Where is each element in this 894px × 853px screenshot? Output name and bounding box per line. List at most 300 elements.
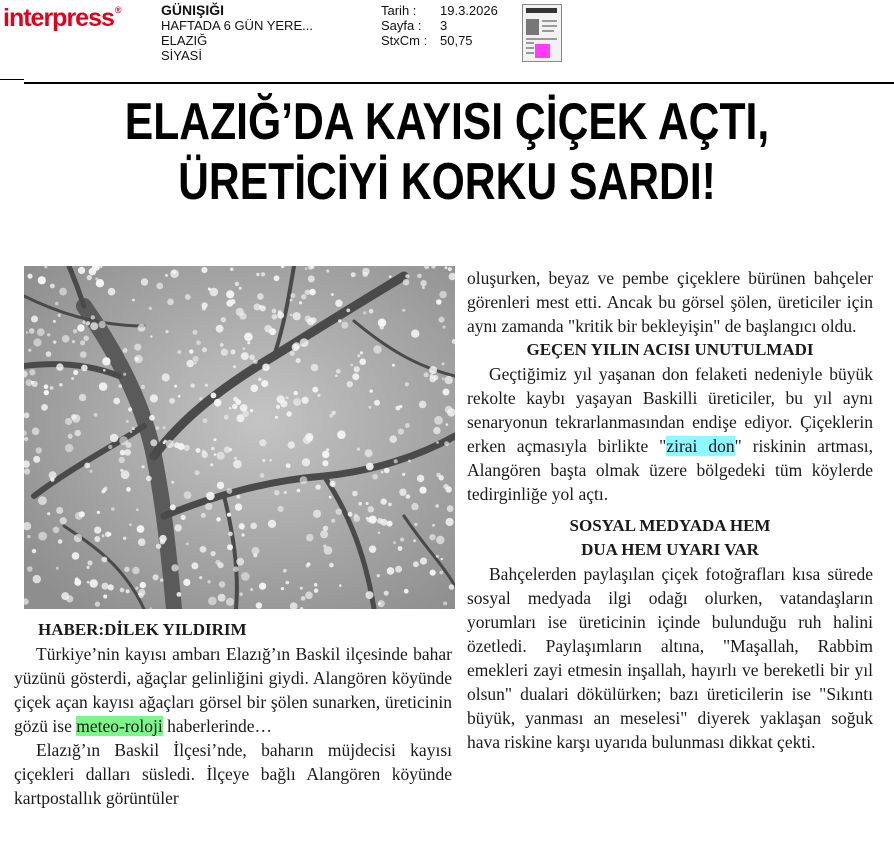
blossom bbox=[331, 519, 335, 523]
blossom bbox=[405, 382, 409, 386]
blossom bbox=[195, 470, 200, 475]
blossom bbox=[72, 340, 75, 343]
blossom bbox=[215, 560, 220, 565]
blossom bbox=[399, 489, 406, 496]
blossom bbox=[250, 523, 257, 530]
blossom bbox=[366, 591, 374, 599]
blossom bbox=[214, 453, 217, 456]
blossom bbox=[141, 278, 148, 285]
blossom bbox=[400, 537, 404, 541]
blossom bbox=[153, 574, 159, 580]
paragraph-intro bbox=[14, 642, 452, 738]
blossom bbox=[293, 312, 301, 320]
blossom bbox=[41, 404, 48, 411]
blossom bbox=[251, 385, 259, 393]
blossom bbox=[159, 535, 167, 543]
blossom bbox=[102, 557, 108, 563]
blossom bbox=[56, 363, 63, 370]
blossom bbox=[402, 473, 405, 476]
blossom bbox=[50, 478, 54, 482]
blossom bbox=[29, 369, 35, 375]
blossom bbox=[202, 450, 206, 454]
blossom bbox=[78, 267, 85, 274]
blossom bbox=[446, 423, 449, 426]
blossom bbox=[322, 460, 328, 466]
blossom bbox=[239, 313, 246, 320]
paragraph-4-end: " riskinin artması, Alangören başta olmak üzere bölgedeki tüm köylerde tedirginliğe yol açtı. bbox=[467, 436, 873, 504]
blossom bbox=[256, 602, 262, 608]
blossom bbox=[24, 437, 28, 441]
blossom bbox=[436, 555, 439, 558]
blossom bbox=[381, 471, 384, 474]
blossom bbox=[429, 534, 435, 540]
blossom bbox=[313, 510, 321, 518]
blossom bbox=[259, 439, 266, 446]
blossom bbox=[62, 335, 70, 343]
blossom bbox=[27, 535, 31, 539]
blossom bbox=[75, 430, 81, 436]
blossom bbox=[24, 468, 30, 474]
blossom bbox=[165, 330, 168, 333]
blossom bbox=[445, 406, 453, 414]
header-rule-short bbox=[0, 79, 24, 80]
blossom bbox=[33, 338, 41, 346]
blossom bbox=[341, 322, 348, 329]
blossom bbox=[201, 267, 207, 273]
blossom bbox=[302, 458, 310, 466]
blossom bbox=[156, 544, 161, 549]
blossom bbox=[411, 330, 419, 338]
blossom bbox=[444, 441, 449, 446]
blossom bbox=[171, 481, 174, 484]
blossom bbox=[95, 277, 98, 280]
blossom bbox=[208, 288, 211, 291]
thumbnail-line bbox=[542, 20, 557, 22]
blossom bbox=[330, 481, 336, 487]
thumbnail-line bbox=[542, 30, 554, 32]
blossom bbox=[365, 449, 373, 457]
blossom bbox=[336, 509, 342, 515]
blossom bbox=[118, 384, 122, 388]
blossom bbox=[80, 351, 87, 358]
blossom bbox=[178, 395, 181, 398]
blossom bbox=[413, 539, 416, 542]
blossom bbox=[354, 366, 360, 372]
blossom bbox=[432, 524, 435, 527]
blossom bbox=[389, 275, 392, 278]
blossom bbox=[243, 347, 246, 350]
blossom bbox=[228, 532, 233, 537]
blossom bbox=[36, 447, 42, 453]
blossom bbox=[120, 588, 125, 593]
blossom bbox=[202, 347, 207, 352]
blossom bbox=[381, 519, 388, 526]
blossom bbox=[448, 267, 452, 271]
blossom bbox=[300, 587, 303, 590]
blossom bbox=[360, 351, 363, 354]
blossom bbox=[447, 505, 454, 512]
blossom bbox=[227, 544, 233, 550]
subheading-social-media-line-1: SOSYAL MEDYADA HEM bbox=[569, 516, 771, 535]
blossom bbox=[336, 369, 341, 374]
blossom bbox=[227, 488, 233, 494]
blossom bbox=[137, 525, 145, 533]
blossom bbox=[405, 423, 410, 428]
blossom bbox=[395, 566, 402, 573]
blossom bbox=[86, 321, 90, 325]
highlight-zirai-don: zirai don bbox=[666, 436, 735, 456]
blossom bbox=[434, 416, 443, 425]
blossom bbox=[274, 275, 280, 281]
blossom bbox=[241, 572, 250, 581]
subheading-social-media bbox=[467, 514, 873, 562]
blossom bbox=[305, 592, 313, 600]
page-value: 3 bbox=[440, 18, 448, 33]
blossom bbox=[236, 495, 240, 499]
blossom bbox=[260, 473, 265, 478]
blossom bbox=[94, 536, 100, 542]
blossom bbox=[436, 536, 444, 544]
blossom bbox=[393, 541, 396, 544]
blossom bbox=[33, 575, 41, 583]
blossom bbox=[306, 534, 313, 541]
blossom bbox=[323, 526, 328, 531]
blossom bbox=[81, 365, 88, 372]
blossom bbox=[90, 579, 98, 587]
blossom bbox=[58, 314, 61, 317]
blossom bbox=[170, 504, 176, 510]
stxcm-value: 50,75 bbox=[440, 33, 473, 48]
blossom bbox=[53, 527, 60, 534]
blossom bbox=[288, 441, 295, 448]
blossom bbox=[132, 299, 135, 302]
blossom bbox=[126, 589, 130, 593]
blossom bbox=[83, 336, 89, 342]
blossom bbox=[50, 284, 55, 289]
blossom bbox=[72, 552, 80, 560]
blossom bbox=[244, 333, 253, 342]
publication-city: ELAZIĞ bbox=[161, 33, 208, 48]
blossom bbox=[99, 321, 106, 328]
blossom bbox=[337, 430, 346, 439]
blossom bbox=[84, 463, 90, 469]
subheading-last-year: GEÇEN YILIN ACISI UNUTULMADI bbox=[526, 340, 814, 359]
blossom bbox=[446, 518, 454, 526]
blossom bbox=[290, 293, 295, 298]
blossom bbox=[384, 591, 389, 596]
blossom bbox=[439, 291, 447, 299]
apricot-blossom-photo bbox=[24, 266, 455, 609]
blossom bbox=[226, 290, 234, 298]
stxcm-row bbox=[381, 33, 498, 48]
blossom bbox=[445, 266, 448, 269]
byline: HABER:DİLEK YILDIRIM bbox=[38, 620, 247, 639]
blossom bbox=[214, 438, 217, 441]
blossom bbox=[119, 436, 128, 445]
blossom bbox=[230, 268, 233, 271]
blossom bbox=[381, 498, 387, 504]
paragraph-4-text: Geçtiğimiz yıl yaşanan don felaketi nedeniyle büyük rekolte kaybı yaşayan Baskilli üreticiler, bu yıl aynı senaryonun tekrarlanmasından endişe ediyor. Çiçeklerin erken açmasıyla birlikte " bbox=[467, 364, 873, 456]
blossom bbox=[169, 398, 175, 404]
blossom bbox=[378, 602, 381, 605]
blossom bbox=[184, 491, 192, 499]
blossom bbox=[278, 310, 282, 314]
blossom bbox=[194, 362, 196, 364]
blossom bbox=[233, 365, 236, 368]
blossom bbox=[233, 460, 242, 469]
blossom bbox=[216, 517, 221, 522]
blossom bbox=[367, 517, 372, 522]
blossom bbox=[307, 318, 315, 326]
blossom bbox=[362, 268, 369, 275]
blossom bbox=[439, 317, 445, 323]
blossom bbox=[274, 490, 280, 496]
blossom bbox=[326, 269, 329, 272]
blossom bbox=[38, 496, 47, 505]
blossom bbox=[65, 418, 72, 425]
blossom bbox=[442, 389, 449, 396]
blossom bbox=[123, 537, 126, 540]
blossom bbox=[286, 396, 289, 399]
thumbnail-line bbox=[542, 25, 557, 27]
blossom bbox=[290, 299, 293, 302]
blossom bbox=[221, 349, 228, 356]
blossom bbox=[134, 355, 143, 364]
blossom bbox=[68, 434, 73, 439]
blossom bbox=[443, 484, 448, 489]
blossom bbox=[392, 364, 395, 367]
thumbnail-line bbox=[526, 47, 534, 49]
blossom bbox=[442, 362, 445, 365]
blossom bbox=[272, 314, 278, 320]
blossom bbox=[27, 274, 32, 279]
blossom bbox=[230, 350, 235, 355]
blossom bbox=[329, 563, 334, 568]
blossom bbox=[372, 474, 378, 480]
blossom bbox=[399, 405, 402, 408]
blossom bbox=[354, 514, 358, 518]
blossom bbox=[258, 378, 261, 381]
blossom bbox=[442, 377, 445, 380]
blossom bbox=[87, 581, 90, 584]
blossom bbox=[301, 294, 306, 299]
blossom bbox=[211, 551, 216, 556]
blossom bbox=[253, 359, 258, 364]
blossom bbox=[79, 511, 85, 517]
blossom bbox=[323, 545, 326, 548]
blossom bbox=[357, 448, 360, 451]
blossom bbox=[436, 441, 439, 444]
blossom bbox=[296, 358, 301, 363]
blossom bbox=[132, 427, 135, 430]
blossom bbox=[435, 504, 439, 508]
thumbnail-photo bbox=[526, 19, 539, 35]
blossom bbox=[300, 338, 309, 347]
blossom bbox=[102, 535, 105, 538]
blossom bbox=[103, 488, 107, 492]
blossom bbox=[384, 468, 390, 474]
blossom bbox=[138, 589, 145, 596]
blossom bbox=[278, 506, 284, 512]
blossom bbox=[108, 445, 112, 449]
blossom bbox=[235, 282, 239, 286]
blossom bbox=[87, 275, 92, 280]
blossom bbox=[208, 597, 217, 606]
blossom bbox=[221, 317, 226, 322]
blossom bbox=[419, 487, 426, 494]
blossom bbox=[294, 391, 298, 395]
paragraph-2: Elazığ’ın Baskil İlçesi’nde, baharın müjdecisi kayısı çiçekleri dalları süsledi. İlçeye bağlı Alangören köyünde kartpostallık görüntüler bbox=[14, 740, 452, 808]
blossom bbox=[404, 589, 409, 594]
registered-mark: ® bbox=[114, 5, 121, 15]
blossom bbox=[211, 393, 217, 399]
blossom bbox=[389, 435, 397, 443]
blossom bbox=[305, 267, 308, 270]
blossom bbox=[261, 272, 265, 276]
blossom bbox=[77, 324, 84, 331]
blossom bbox=[174, 385, 177, 388]
thumbnail-line bbox=[526, 42, 534, 44]
blossom bbox=[102, 583, 109, 590]
blossom bbox=[335, 374, 338, 377]
blossom bbox=[192, 330, 197, 335]
blossom bbox=[284, 491, 287, 494]
blossom bbox=[311, 364, 319, 372]
blossom bbox=[259, 583, 266, 590]
blossom bbox=[369, 309, 374, 314]
blossom bbox=[269, 328, 276, 335]
blossom bbox=[269, 459, 272, 462]
blossom bbox=[205, 503, 212, 510]
blossom bbox=[149, 307, 152, 310]
date-label: Tarih : bbox=[381, 3, 417, 18]
blossom bbox=[138, 324, 146, 332]
blossom bbox=[170, 269, 179, 278]
blossom bbox=[257, 293, 264, 300]
blossom bbox=[314, 589, 318, 593]
blossom bbox=[335, 300, 342, 307]
blossom bbox=[166, 440, 174, 448]
publication-name: GÜNIŞIĞI bbox=[161, 2, 225, 18]
blossom bbox=[387, 521, 393, 527]
headline-line-2: ÜRETİCİYİ KORKU SARDI! bbox=[178, 153, 716, 211]
blossom bbox=[126, 420, 129, 423]
blossom bbox=[422, 286, 425, 289]
blossom bbox=[216, 325, 224, 333]
blossom bbox=[394, 459, 398, 463]
blossom bbox=[50, 386, 54, 390]
page-thumbnail[interactable] bbox=[522, 4, 562, 62]
blossom bbox=[314, 583, 318, 587]
blossom bbox=[32, 428, 40, 436]
blossom bbox=[162, 373, 170, 381]
blossom bbox=[315, 484, 320, 489]
blossom bbox=[199, 397, 202, 400]
stxcm-label: StxCm : bbox=[381, 33, 428, 48]
blossom bbox=[387, 567, 395, 575]
blossom bbox=[203, 418, 208, 423]
blossom bbox=[103, 369, 106, 372]
blossom bbox=[189, 349, 193, 353]
blossom bbox=[250, 409, 253, 412]
subheading-social-media-line-2: DUA HEM UYARI VAR bbox=[581, 540, 759, 559]
blossom bbox=[150, 439, 157, 446]
blossom bbox=[134, 344, 141, 351]
blossom bbox=[441, 558, 443, 560]
blossom bbox=[261, 380, 268, 387]
blossom bbox=[378, 532, 381, 535]
blossom bbox=[218, 594, 226, 602]
blossom bbox=[275, 416, 278, 419]
blossom bbox=[443, 325, 446, 328]
blossom bbox=[185, 294, 191, 300]
blossom bbox=[233, 566, 239, 572]
page-label: Sayfa : bbox=[381, 18, 422, 33]
blossom-illustration bbox=[24, 266, 455, 609]
blossom bbox=[99, 382, 108, 391]
blossom bbox=[120, 469, 123, 472]
blossom bbox=[196, 340, 201, 345]
logo-text: interpress bbox=[3, 4, 114, 32]
blossom bbox=[366, 463, 374, 471]
blossom bbox=[350, 364, 353, 367]
interpress-logo bbox=[3, 6, 121, 31]
blossom bbox=[268, 520, 276, 528]
blossom bbox=[74, 534, 82, 542]
blossom bbox=[241, 352, 249, 360]
blossom bbox=[413, 561, 419, 567]
blossom bbox=[56, 507, 63, 514]
blossom bbox=[414, 523, 417, 526]
blossom bbox=[91, 315, 95, 319]
blossom bbox=[31, 316, 38, 323]
blossom bbox=[105, 532, 111, 538]
blossom bbox=[224, 415, 229, 420]
blossom bbox=[370, 389, 373, 392]
blossom bbox=[411, 503, 418, 510]
blossom bbox=[178, 443, 185, 450]
blossom bbox=[60, 517, 67, 524]
blossom bbox=[352, 491, 358, 497]
blossom bbox=[175, 524, 182, 531]
blossom bbox=[300, 476, 308, 484]
blossom bbox=[369, 546, 376, 553]
blossom bbox=[79, 394, 86, 401]
clipping-info bbox=[381, 3, 498, 48]
blossom bbox=[329, 496, 332, 499]
blossom bbox=[177, 350, 181, 354]
blossom bbox=[113, 398, 120, 405]
paragraph-3: oluşurken, beyaz ve pembe çiçeklere bürünen bahçeler görenleri mest etti. Ancak bu görsel şölen, üreticiler için aynı zamanda "kritik bir bekleyişin" de başlangıcı oldu. bbox=[467, 268, 873, 336]
blossom bbox=[71, 414, 77, 420]
blossom bbox=[417, 475, 424, 482]
paragraph-intro-end: haberlerinde… bbox=[162, 716, 273, 736]
blossom bbox=[94, 527, 101, 534]
blossom bbox=[73, 329, 77, 333]
publication-section: SİYASİ bbox=[161, 48, 202, 63]
blossom bbox=[47, 512, 50, 515]
blossom bbox=[357, 354, 360, 357]
paragraph-4 bbox=[467, 362, 873, 506]
blossom bbox=[44, 384, 49, 389]
blossom bbox=[155, 426, 159, 430]
blossom bbox=[132, 567, 140, 575]
blossom bbox=[331, 293, 334, 296]
blossom bbox=[320, 530, 328, 538]
blossom bbox=[196, 448, 201, 453]
blossom bbox=[439, 571, 443, 575]
blossom bbox=[290, 351, 295, 356]
